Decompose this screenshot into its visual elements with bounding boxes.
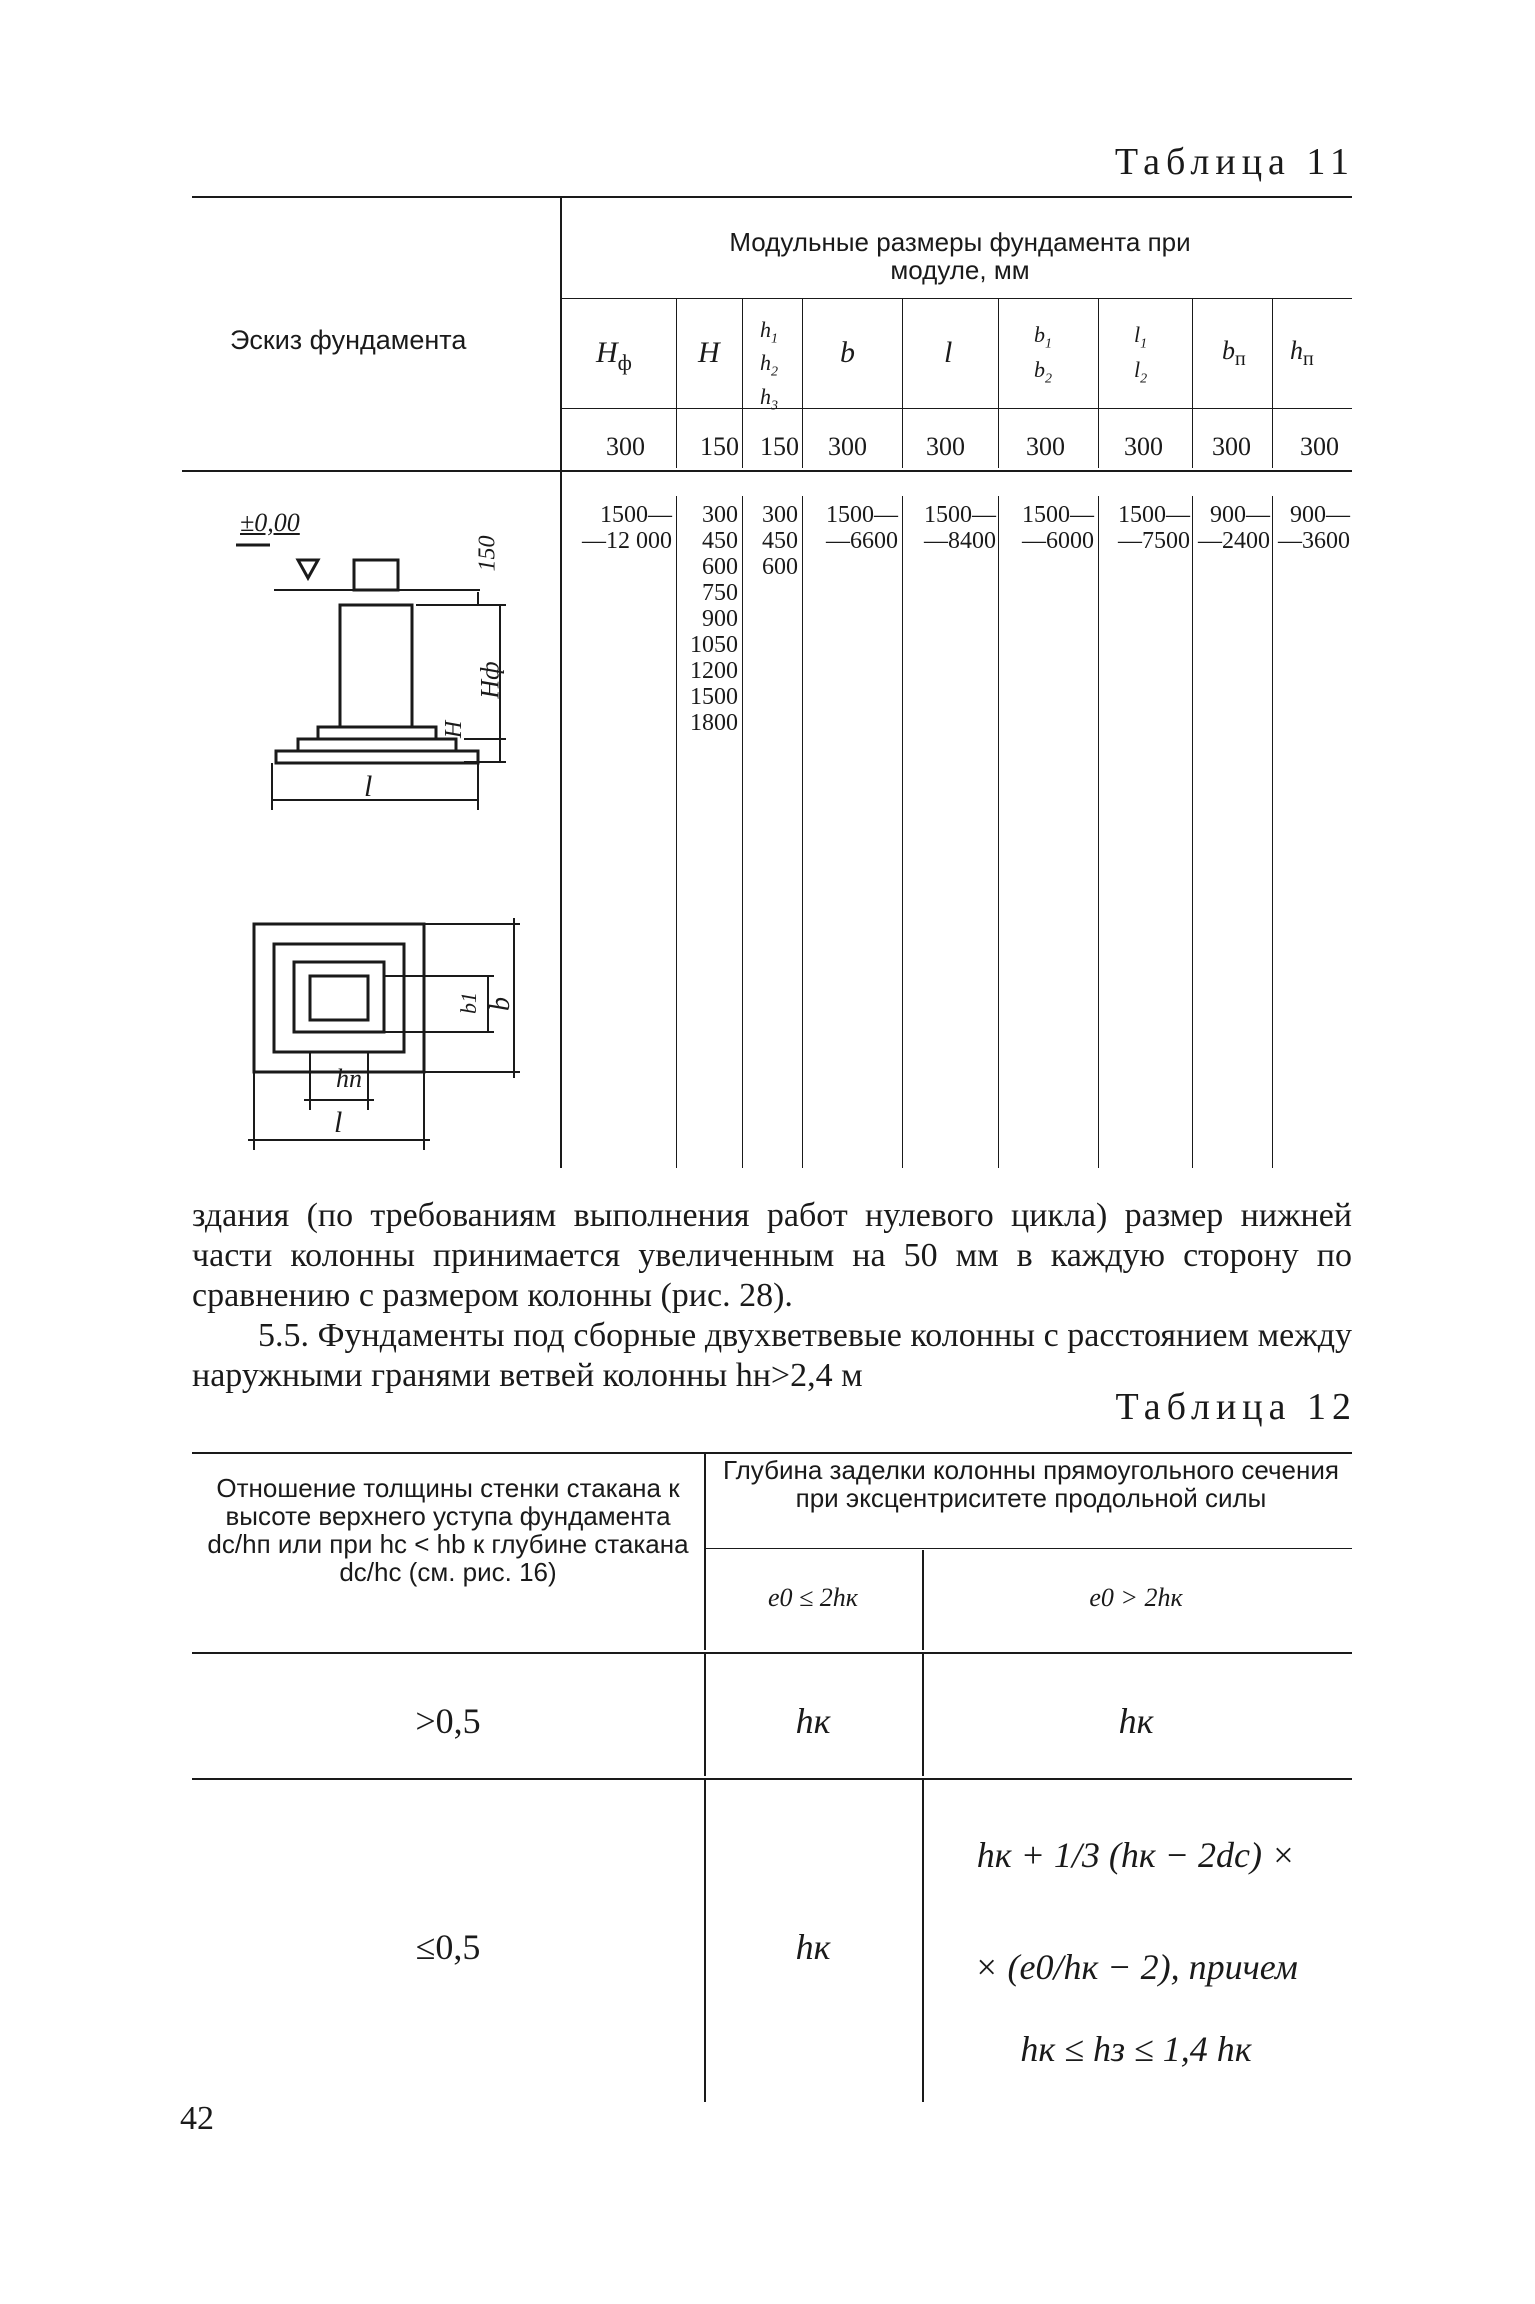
module-b12: 300: [1026, 432, 1065, 461]
symbol-b: b: [840, 336, 855, 369]
values-l12: 1500— —7500: [1118, 502, 1190, 554]
col-divider: [676, 496, 677, 1168]
col-divider: [1098, 496, 1099, 1168]
module-hf: 300: [606, 432, 645, 461]
symbol-bp: $b_п$: [1222, 336, 1246, 370]
table12-group-rule: [706, 1548, 1352, 1549]
symbol-h1h2h3: $h_1$ $h_2$ $h_3$: [760, 317, 778, 414]
row1-v1: hк: [795, 1701, 831, 1741]
dim-b: b: [485, 997, 516, 1011]
row1-v2: hк: [1118, 1701, 1154, 1741]
table12-row-rule: [192, 1778, 1352, 1780]
table12-col1-header: Отношение толщины стенки стакана к высоте верхнего уступа фундамента dс/hп или при hс < hb к глубине стакана dс/hс (см. рис. 16): [207, 1473, 689, 1587]
table12-col-divider: [922, 1780, 924, 2102]
table12-group-header: Глубина заделки колонны прямоугольного сечения при эксцентриситете продольной силы: [723, 1455, 1339, 1513]
col-divider: [676, 298, 677, 468]
dim-l-plan: l: [334, 1106, 343, 1139]
table11-sketch-divider: [560, 198, 562, 1168]
col-divider: [902, 496, 903, 1168]
col-divider: [1192, 298, 1193, 468]
dim-l-elevation: l: [364, 770, 373, 803]
dim-hf: Hф: [475, 661, 505, 699]
module-b: 300: [828, 432, 867, 461]
col-divider: [998, 496, 999, 1168]
col-divider: [998, 298, 999, 468]
table11-top-rule: [192, 196, 1352, 198]
col-divider: [1272, 496, 1273, 1168]
table11-symbol-rule: [562, 408, 1352, 409]
module-l: 300: [926, 432, 965, 461]
module-h: 150: [700, 432, 739, 461]
module-l12: 300: [1124, 432, 1163, 461]
values-h123: 300 450 600: [762, 502, 798, 580]
values-l: 1500— —8400: [924, 502, 996, 554]
symbol-hp: $h_п$: [1290, 336, 1314, 370]
table12-title: Таблица 12: [1115, 1386, 1357, 1428]
foundation-plan-sketch: [238, 900, 538, 1170]
module-bp: 300: [1212, 432, 1251, 461]
dim-150: 150: [474, 535, 501, 572]
values-hp: 900— —3600: [1278, 502, 1350, 554]
table12-top-rule: [192, 1452, 1352, 1454]
symbol-b1b2: $b_1$ $b_2$: [1034, 322, 1052, 387]
col-divider: [1098, 298, 1099, 468]
dim-hn: hп: [336, 1064, 362, 1093]
paragraph: 5.5. Фундаменты под сборные двухветвевые колонны с расстоянием между наружными гранями ветвей колонны hн>2,4 м: [192, 1317, 1352, 1394]
table12-sub-divider: [922, 1550, 924, 1650]
table12-sub-header-1: e0 ≤ 2hк: [768, 1583, 858, 1612]
row2-ratio: ≤0,5: [415, 1927, 481, 1967]
table11-sketch-header: Эскиз фундамента: [230, 325, 467, 355]
module-h123: 150: [760, 432, 799, 461]
table12-col-divider: [704, 1654, 706, 1776]
table11-group-header: Модульные размеры фундамента при модуле, мм: [729, 227, 1191, 285]
symbol-l1l2: $l_1$ $l_2$: [1134, 322, 1148, 387]
table11-title: Таблица 11: [1114, 141, 1355, 183]
table11-header-bottom-rule: [182, 470, 1352, 472]
row2-formula-line3: hк ≤ hз ≤ 1,4 hк: [1020, 2029, 1252, 2069]
table12-col-divider: [922, 1654, 924, 1776]
row2-formula-line1: hк + 1/3 (hк − 2dс) ×: [976, 1835, 1296, 1875]
table12-col-divider: [704, 1454, 706, 1650]
col-divider: [742, 298, 743, 468]
paragraph: здания (по требованиям выполнения работ нулевого цикла) размер нижней части колонны принимается увеличенным на 50 мм в каждую сторону по сравнению с размером колонны (рис. 28).: [192, 1197, 1352, 1314]
table11-group-rule: [562, 298, 1352, 299]
col-divider: [1272, 298, 1273, 468]
dim-h: H: [441, 720, 468, 739]
values-b12: 1500— —6000: [1022, 502, 1094, 554]
page-number: 42: [180, 2100, 214, 2137]
symbol-hf: $H_ф$: [596, 336, 632, 375]
body-text: [192, 1196, 1352, 1396]
symbol-h: H: [698, 336, 720, 369]
module-hp: 300: [1300, 432, 1339, 461]
row1-ratio: >0,5: [415, 1701, 481, 1741]
table12-sub-header-2: e0 > 2hк: [1089, 1583, 1183, 1612]
row2-formula-line2: × (e0/hк − 2), причем: [974, 1947, 1298, 1987]
values-hf: 1500— —12 000: [582, 502, 672, 554]
col-divider: [802, 496, 803, 1168]
col-divider: [742, 496, 743, 1168]
symbol-l: l: [944, 336, 953, 369]
values-bp: 900— —2400: [1198, 502, 1270, 554]
table12-col-divider: [704, 1780, 706, 2102]
col-divider: [802, 298, 803, 468]
row2-v1: hк: [795, 1927, 831, 1967]
table12-header-rule: [192, 1652, 1352, 1654]
col-divider: [902, 298, 903, 468]
level-mark: ±0,00: [240, 508, 300, 537]
col-divider: [1192, 496, 1193, 1168]
dim-b1: b1: [456, 992, 481, 1014]
values-h: 300 450 600 750 900 1050 1200 1500 1800: [690, 502, 738, 736]
values-b: 1500— —6600: [826, 502, 898, 554]
